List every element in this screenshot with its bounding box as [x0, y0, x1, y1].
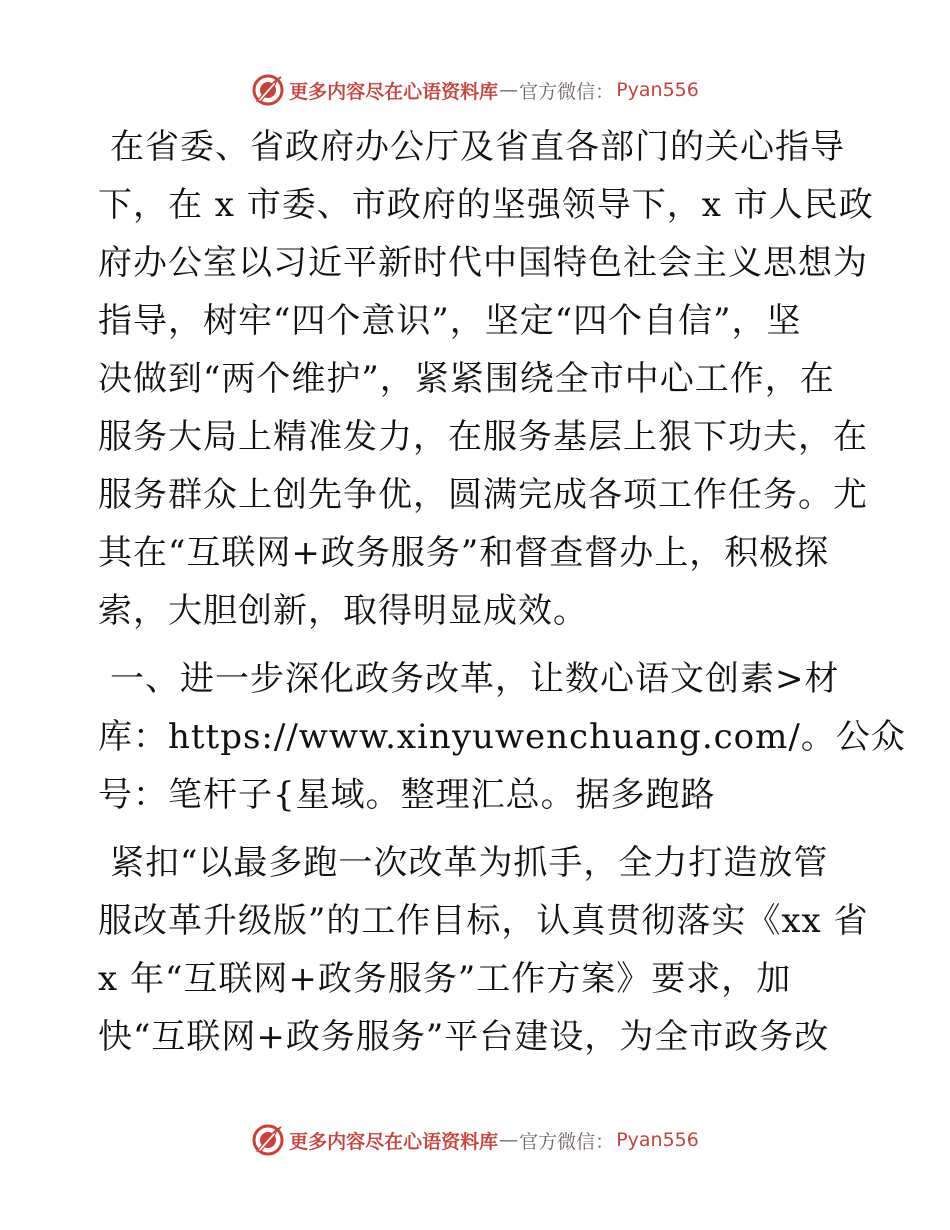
banner-wechat-id: Pyan556 — [616, 1129, 699, 1151]
text-line: 府办公室以习近平新时代中国特色社会主义思想为 — [98, 243, 868, 283]
banner-wechat-label: 官方微信： — [519, 1130, 615, 1153]
header-banner — [0, 70, 950, 110]
text-line: x 年“互联网+政务服务”工作方案》要求，加 — [98, 959, 792, 999]
section-heading-line: 一、进一步深化政务改革，让数心语文创素>材 — [110, 659, 840, 699]
banner-main-text: 更多内容尽在心语资料库 — [289, 80, 499, 103]
banner-dash: — — [499, 1129, 519, 1151]
text-line: 索，大胆创新，取得明显成效。 — [98, 591, 588, 631]
text-line: 下，在 x 市委、市政府的坚强领导下，x 市人民政 — [98, 185, 874, 225]
footer-banner — [0, 1120, 950, 1160]
banner-dash: — — [499, 79, 519, 101]
text-line: 服务群众上创先争优，圆满完成各项工作任务。尤 — [98, 475, 868, 515]
document-body — [98, 118, 906, 1066]
quill-circle-logo-icon — [251, 73, 285, 107]
paragraph-section-heading — [98, 650, 906, 824]
text-line: 服改革升级版”的工作目标，认真贯彻落实《xx 省 — [98, 901, 869, 941]
paragraph-intro — [98, 118, 874, 640]
banner-wechat-label: 官方微信： — [519, 80, 615, 103]
quill-circle-logo-icon — [251, 1123, 285, 1157]
text-line: 服务大局上精准发力，在服务基层上狠下功夫，在 — [98, 417, 868, 457]
text-line: 指导，树牢“四个意识”，坚定“四个自信”，坚 — [98, 301, 802, 341]
text-line: 号：笔杆子{星域。整理汇总。据多跑路 — [98, 775, 716, 815]
text-line: 其在“互联网+政务服务”和督查督办上，积极探 — [98, 533, 830, 573]
text-line: 库：https://www.xinyuwenchuang.com/。公众 — [98, 717, 906, 757]
text-line: 决做到“两个维护”，紧紧围绕全市中心工作，在 — [98, 359, 835, 399]
text-line: 紧扣“以最多跑一次改革为抓手，全力打造放管 — [110, 843, 829, 883]
banner-main-text: 更多内容尽在心语资料库 — [289, 1130, 499, 1153]
text-line: 快“互联网+政务服务”平台建设，为全市政务改 — [98, 1017, 830, 1057]
paragraph-body — [98, 834, 869, 1066]
banner-wechat-id: Pyan556 — [616, 79, 699, 101]
text-line: 在省委、省政府办公厅及省直各部门的关心指导 — [110, 127, 845, 167]
